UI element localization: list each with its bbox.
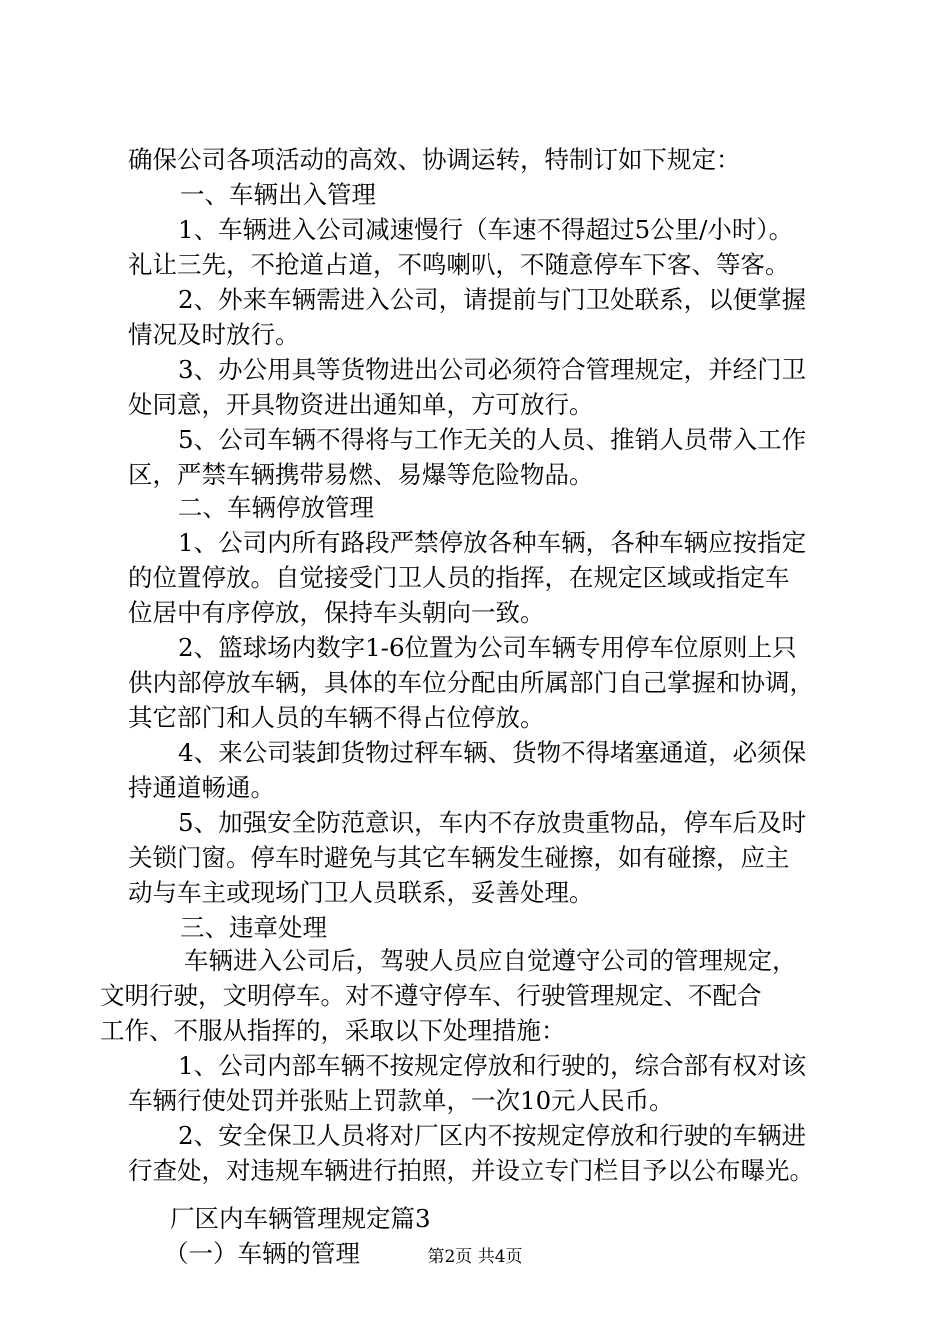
paragraph-line: 的位置停放。自觉接受门卫人员的指挥，在规定区域或指定车	[128, 563, 790, 592]
paragraph-line: （一）车辆的管理	[164, 1239, 360, 1268]
paragraph-line: 1、公司内部车辆不按规定停放和行驶的，综合部有权对该	[178, 1051, 807, 1080]
paragraph-line: 区，严禁车辆携带易燃、易爆等危险物品。	[128, 460, 594, 489]
paragraph-line: 三、违章处理	[180, 913, 327, 942]
paragraph-line: 动与车主或现场门卫人员联系，妥善处理。	[128, 878, 594, 907]
paragraph-line: 工作、不服从指挥的，采取以下处理措施：	[100, 1016, 566, 1045]
paragraph-line: 行查处，对违规车辆进行拍照，并设立专门栏目予以公布曝光。	[128, 1156, 814, 1185]
paragraph-line: 二、车辆停放管理	[178, 493, 374, 522]
paragraph-line: 文明行驶，文明停车。对不遵守停车、行驶管理规定、不配合	[100, 981, 762, 1010]
paragraph-line: 情况及时放行。	[128, 320, 300, 349]
paragraph-line: 5、加强安全防范意识，车内不存放贵重物品，停车后及时	[178, 808, 807, 837]
paragraph-line: 位居中有序停放，保持车头朝向一致。	[128, 598, 545, 627]
paragraph-line: 2、篮球场内数字1-6位置为公司车辆专用停车位原则上只	[178, 633, 797, 662]
paragraph-line: 处同意，开具物资进出通知单，方可放行。	[128, 390, 594, 419]
paragraph-line: 4、来公司装卸货物过秤车辆、货物不得堵塞通道，必须保	[178, 738, 807, 767]
paragraph-line: 持通道畅通。	[128, 773, 275, 802]
paragraph-line: 1、车辆进入公司减速慢行（车速不得超过5公里/小时）。	[178, 215, 794, 244]
paragraph-line: 车辆行使处罚并张贴上罚款单，一次10元人民币。	[128, 1086, 674, 1115]
paragraph-line: 关锁门窗。停车时避免与其它车辆发生碰擦，如有碰擦，应主	[128, 843, 790, 872]
paragraph-line: 2、外来车辆需进入公司，请提前与门卫处联系，以便掌握	[178, 285, 807, 314]
paragraph-line: 厂区内车辆管理规定篇3	[170, 1204, 431, 1233]
paragraph-line: 一、车辆出入管理	[180, 180, 376, 209]
paragraph-line: 2、安全保卫人员将对厂区内不按规定停放和行驶的车辆进	[178, 1121, 807, 1150]
paragraph-line: 车辆进入公司后，驾驶人员应自觉遵守公司的管理规定，	[184, 946, 797, 975]
paragraph-line: 供内部停放车辆，具体的车位分配由所属部门自己掌握和协调，	[128, 668, 814, 697]
paragraph-line: 3、办公用具等货物进出公司必须符合管理规定，并经门卫	[178, 355, 807, 384]
paragraph-line: 1、公司内所有路段严禁停放各种车辆，各种车辆应按指定	[178, 528, 807, 557]
paragraph-line: 5、公司车辆不得将与工作无关的人员、推销人员带入工作	[178, 425, 807, 454]
paragraph-line: 其它部门和人员的车辆不得占位停放。	[128, 703, 545, 732]
paragraph-line: 礼让三先，不抢道占道，不鸣喇叭，不随意停车下客、等客。	[128, 250, 790, 279]
page-footer: 第2页 共4页	[427, 1247, 523, 1267]
paragraph-line: 确保公司各项活动的高效、协调运转，特制订如下规定：	[128, 145, 741, 174]
